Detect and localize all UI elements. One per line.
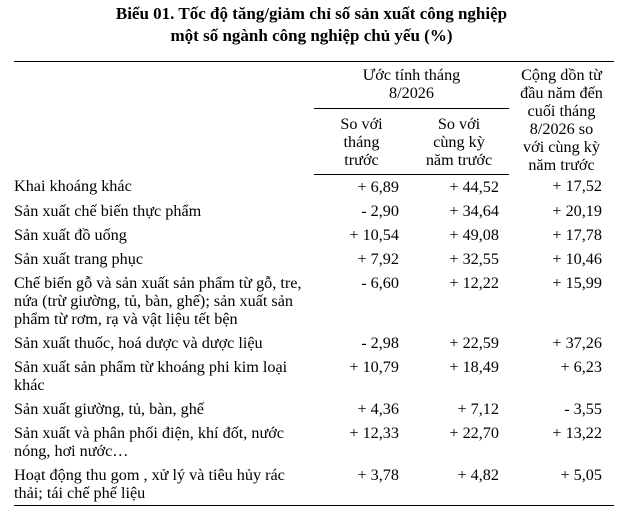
value-vs-same-period: + 4,82 [409, 463, 509, 506]
value-vs-previous-month: + 3,78 [314, 463, 409, 506]
value-vs-same-period: + 7,12 [457, 399, 499, 418]
header-col-a-line: So với [340, 115, 383, 133]
value-vs-same-period: + 44,52 [449, 177, 499, 196]
value-cumulative: + 13,22 [552, 423, 602, 442]
value-cumulative: + 20,19 [552, 201, 602, 220]
header-estimate-group [314, 62, 509, 109]
table-row [14, 199, 614, 223]
title-line-2: một số ngành công nghiệp chủ yếu (%) [170, 26, 453, 45]
value-vs-previous-month: - 2,90 [361, 201, 399, 220]
header-vs-same-period [409, 109, 509, 175]
header-blank-cell [14, 62, 314, 175]
header-col-b-line: cùng kỳ [433, 133, 485, 151]
industry-name: Sản xuất và phân phối điện, khí đốt, nước nóng, hơi nước… [14, 423, 284, 460]
header-cumulative [509, 62, 614, 175]
value-cumulative: + 6,23 [560, 357, 602, 376]
table-row [14, 247, 614, 271]
value-cumulative: - 3,55 [564, 399, 602, 418]
value-vs-previous-month: - 6,60 [361, 273, 399, 292]
industry-name: Sản xuất giường, tủ, bàn, ghế [14, 399, 204, 418]
header-vs-previous-month [314, 109, 409, 175]
value-vs-same-period: + 49,08 [449, 225, 499, 244]
header-cumulative-line: Cộng dồn từ [521, 66, 602, 84]
value-vs-previous-month: + 10,79 [349, 357, 399, 376]
header-col-a-line: trước [344, 151, 379, 169]
industry-index-table [14, 61, 614, 506]
value-vs-previous-month: + 7,92 [357, 249, 399, 268]
table-row [14, 271, 614, 331]
value-cumulative: + 17,52 [552, 177, 602, 195]
header-cumulative-line: đầu năm đến [520, 84, 603, 102]
value-vs-same-period: + 18,49 [449, 357, 499, 376]
header-cumulative-line: cuối tháng [527, 102, 596, 120]
value-cumulative: + 10,46 [552, 249, 602, 268]
value-cumulative: + 17,78 [552, 225, 602, 244]
value-vs-previous-month: + 6,89 [357, 177, 399, 196]
table-title [0, 0, 623, 47]
value-cumulative: + 5,05 [509, 463, 614, 506]
value-vs-same-period: + 34,64 [449, 201, 499, 220]
table-row [14, 331, 614, 355]
industry-name: Sản xuất chế biến thực phẩm [14, 201, 202, 220]
header-cumulative-line: 8/2026 so [529, 120, 594, 138]
header-cumulative-line: với cùng kỳ [523, 138, 600, 156]
value-vs-previous-month: - 2,98 [361, 333, 399, 352]
table-row [14, 355, 614, 397]
industry-name: Chế biến gỗ và sản xuất sản phẩm từ gỗ, tre, nứa (trừ giường, tủ, bàn, ghế); sản xuất sản phẩm từ rơm, rạ và vật liệu tết bện [14, 273, 302, 328]
table-row [14, 174, 614, 199]
industry-name: Hoạt động thu gom , xử lý và tiêu hủy rác thải; tái chế phế liệu [14, 463, 314, 506]
value-vs-previous-month: + 4,36 [357, 399, 399, 418]
table-row [14, 397, 614, 421]
header-col-a-line: tháng [343, 133, 380, 151]
value-vs-same-period: + 12,22 [449, 273, 499, 292]
value-vs-same-period: + 32,55 [449, 249, 499, 268]
value-vs-previous-month: + 10,54 [349, 225, 399, 244]
header-cumulative-line: năm trước [528, 156, 595, 174]
header-col-b-line: So với [437, 115, 481, 133]
value-cumulative: + 15,99 [552, 273, 602, 292]
table-row [14, 223, 614, 247]
table-row [14, 463, 614, 506]
value-vs-same-period: + 22,70 [449, 423, 499, 442]
industry-name: Sản xuất đồ uống [14, 225, 127, 244]
header-estimate-line-1: Ước tính tháng [362, 66, 461, 84]
title-line-1: Biểu 01. Tốc độ tăng/giảm chỉ số sản xuất công nghiệp [115, 4, 508, 23]
industry-name: Sản xuất trang phục [14, 249, 144, 268]
header-col-b-line: năm trước [425, 151, 493, 169]
value-cumulative: + 37,26 [552, 333, 602, 352]
table-row [14, 421, 614, 463]
industry-name: Sản xuất sản phẩm từ khoáng phi kim loại khác [14, 357, 288, 394]
industry-name: Sản xuất thuốc, hoá dược và dược liệu [14, 333, 263, 352]
header-estimate-line-2: 8/2026 [389, 84, 434, 102]
value-vs-same-period: + 22,59 [449, 333, 499, 352]
industry-name: Khai khoáng khác [14, 177, 132, 195]
value-vs-previous-month: + 12,33 [349, 423, 399, 442]
